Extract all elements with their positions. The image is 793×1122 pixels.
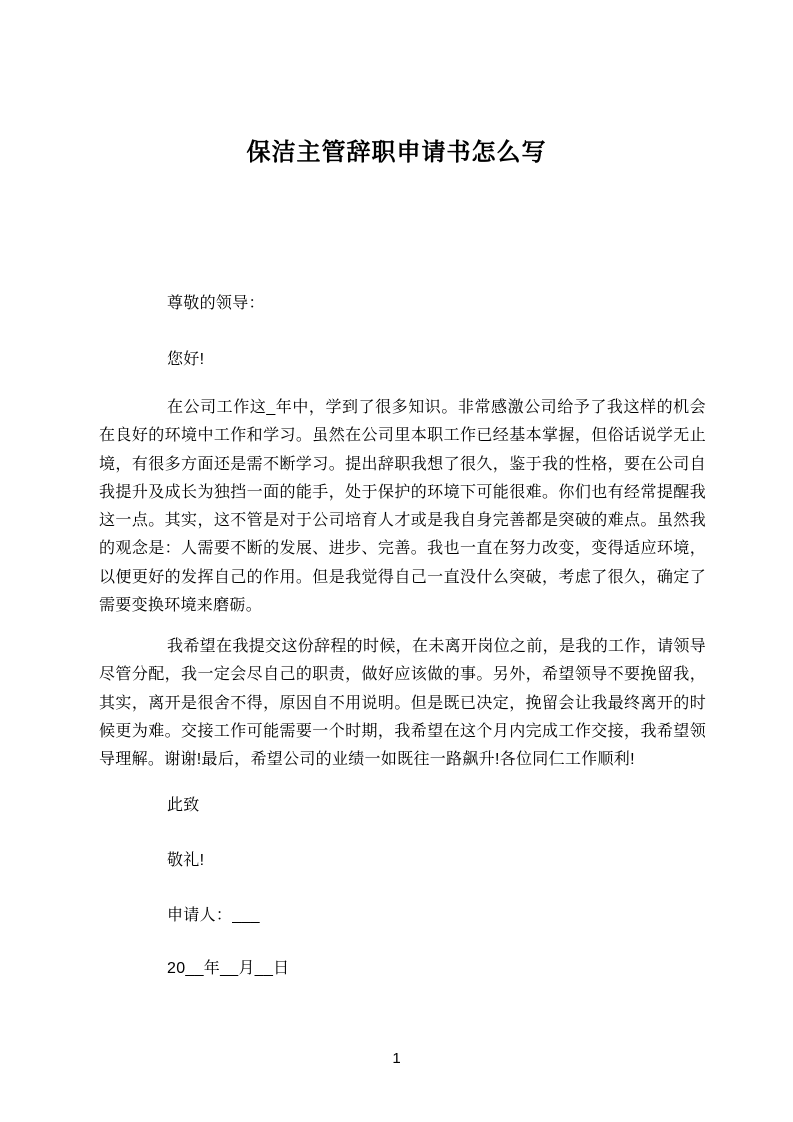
closing-cizhi-line: 此致: [167, 797, 200, 814]
date-line: 20__年__月__日: [167, 960, 290, 977]
closing-jingli-line: 敬礼!: [167, 852, 205, 869]
page-number: 1: [392, 1050, 401, 1067]
applicant-signature-line: 申请人：___: [167, 907, 260, 924]
body-paragraph-1: 在公司工作这_年中，学到了很多知识。非常感激公司给予了我这样的机会在良好的环境中工作和学习。虽然在公司里本职工作已经基本掌握，但俗话说学无止境，有很多方面还是需不断学习。提出辞职我想了很久，鉴于我的性格，要在公司自我提升及成长为独挡一面的能手，处于保护的环境下可能很难。你们也有经常提醒我这一点。其实，这不管是对于公司培育人才或是我自身完善都是突破的难点。虽然我的观念是：人需要不断的发展、进步、完善。我也一直在努力改变，变得适应环境，以便更好的发挥自己的作用。但是我觉得自己一直没什么突破，考虑了很久，确定了需要变换环境来磨砺。: [99, 399, 706, 615]
body-paragraph-2: 我希望在我提交这份辞程的时候，在未离开岗位之前，是我的工作，请领导尽管分配，我一定会尽自己的职责，做好应该做的事。另外，希望领导不要挽留我，其实，离开是很舍不得，原因自不用说明。但是既已决定，挽留会让我最终离开的时候更为难。交接工作可能需要一个时期，我希望在这个月内完成工作交接，我希望领导理解。谢谢!最后，希望公司的业绩一如既往一路飙升!各位同仁工作顺利!: [99, 638, 706, 769]
salutation-line: 尊敬的领导：: [167, 295, 265, 312]
greeting-line: 您好!: [167, 351, 205, 368]
document-title: 保洁主管辞职申请书怎么写: [246, 139, 547, 166]
